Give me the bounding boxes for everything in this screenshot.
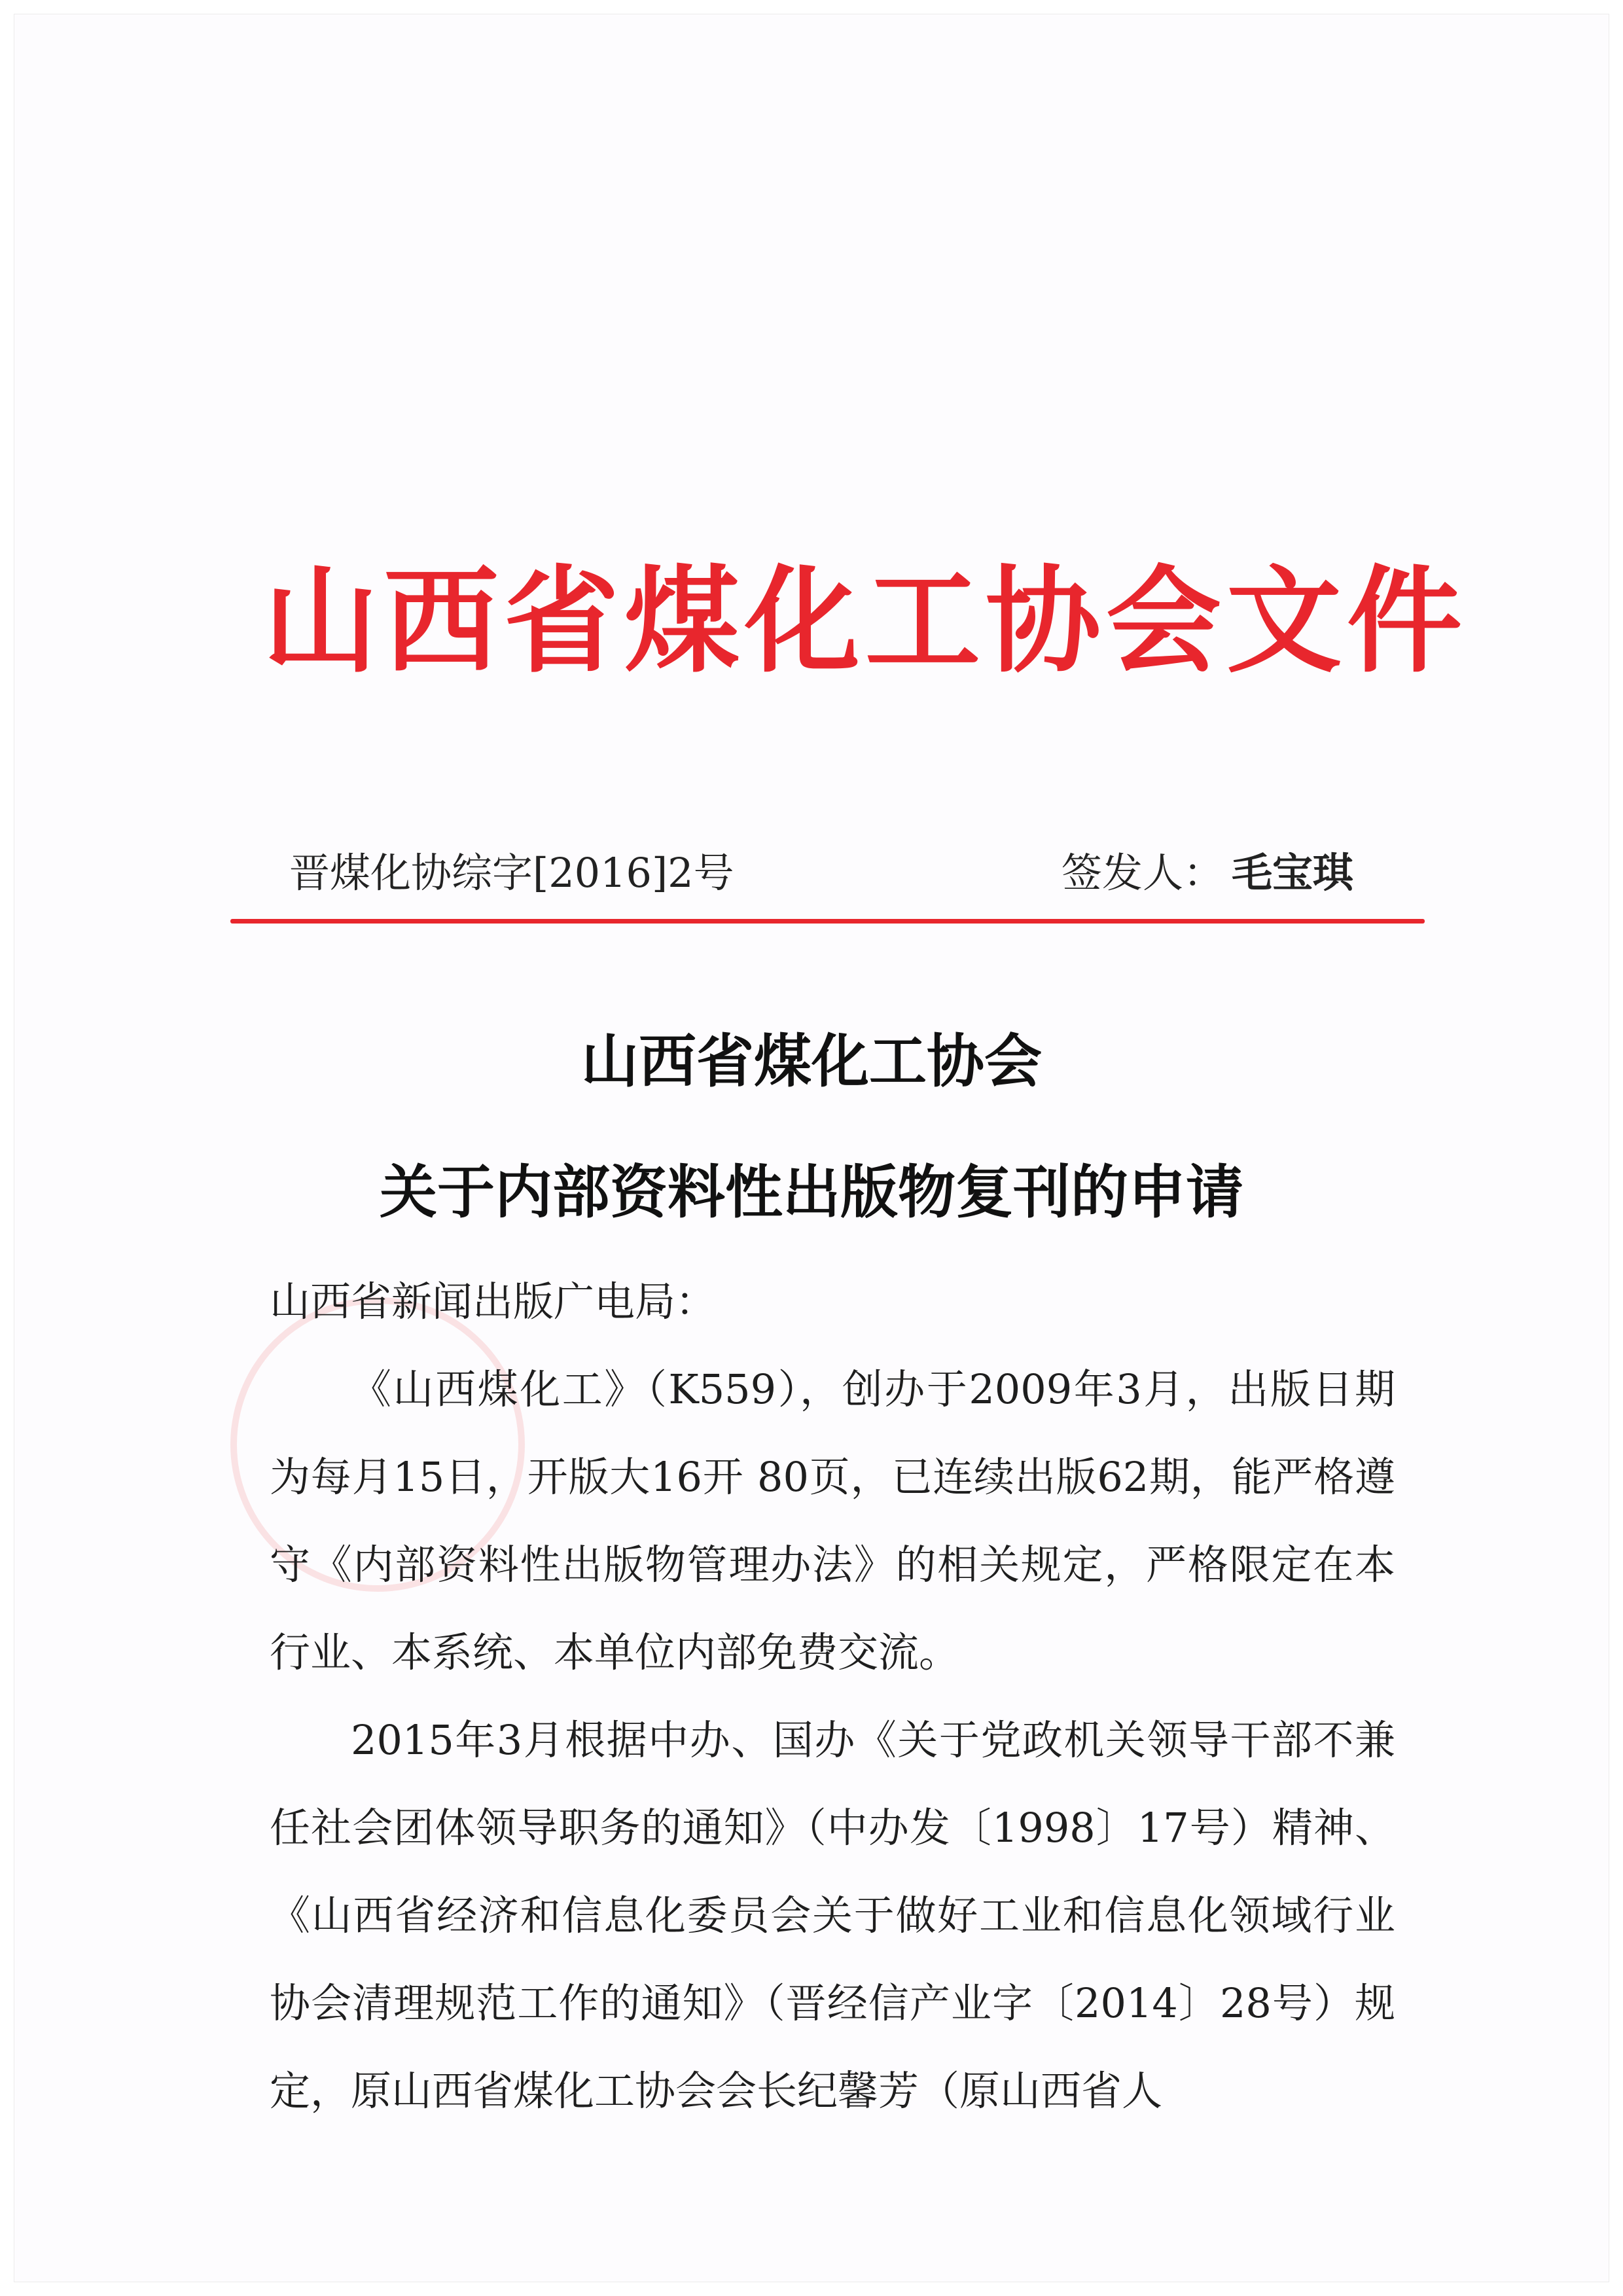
red-divider-line <box>230 919 1425 924</box>
body-paragraph-2: 2015年3月根据中办、国办《关于党政机关领导干部不兼任社会团体领导职务的通知》（中办发〔1998〕17号）精神、《山西省经济和信息化委员会关于做好工业和信息化领域行业协会清理规范工作的通知》（晋经信产业字〔2014〕28号）规定，原山西省煤化工协会会长纪馨芳（原山西省人 <box>270 1716 1395 2115</box>
document-page <box>14 14 1609 2282</box>
signer-block <box>1061 840 1353 899</box>
signer-label: 签发人： <box>1061 849 1224 897</box>
document-number: 晋煤化协综字[2016]2号 <box>289 849 734 897</box>
document-title-line2: 关于内部资料性出版物复刊的申请 <box>379 1158 1243 1226</box>
body-paragraph-1: 《山西煤化工》（K559），创办于2009年3月，出版日期为每月15日，开版大16开 80页，已连续出版62期，能严格遵守《内部资料性出版物管理办法》的相关规定，严格限定在本行业、本系统、本单位内部免费交流。 <box>270 1365 1395 1676</box>
document-title-line1: 山西省煤化工协会 <box>580 1028 1042 1095</box>
addressee: 山西省新闻出版广电局： <box>270 1278 717 1325</box>
issuer-header-title: 山西省煤化工协会文件 <box>263 554 1468 689</box>
signer-name: 毛宝琪 <box>1232 849 1354 897</box>
